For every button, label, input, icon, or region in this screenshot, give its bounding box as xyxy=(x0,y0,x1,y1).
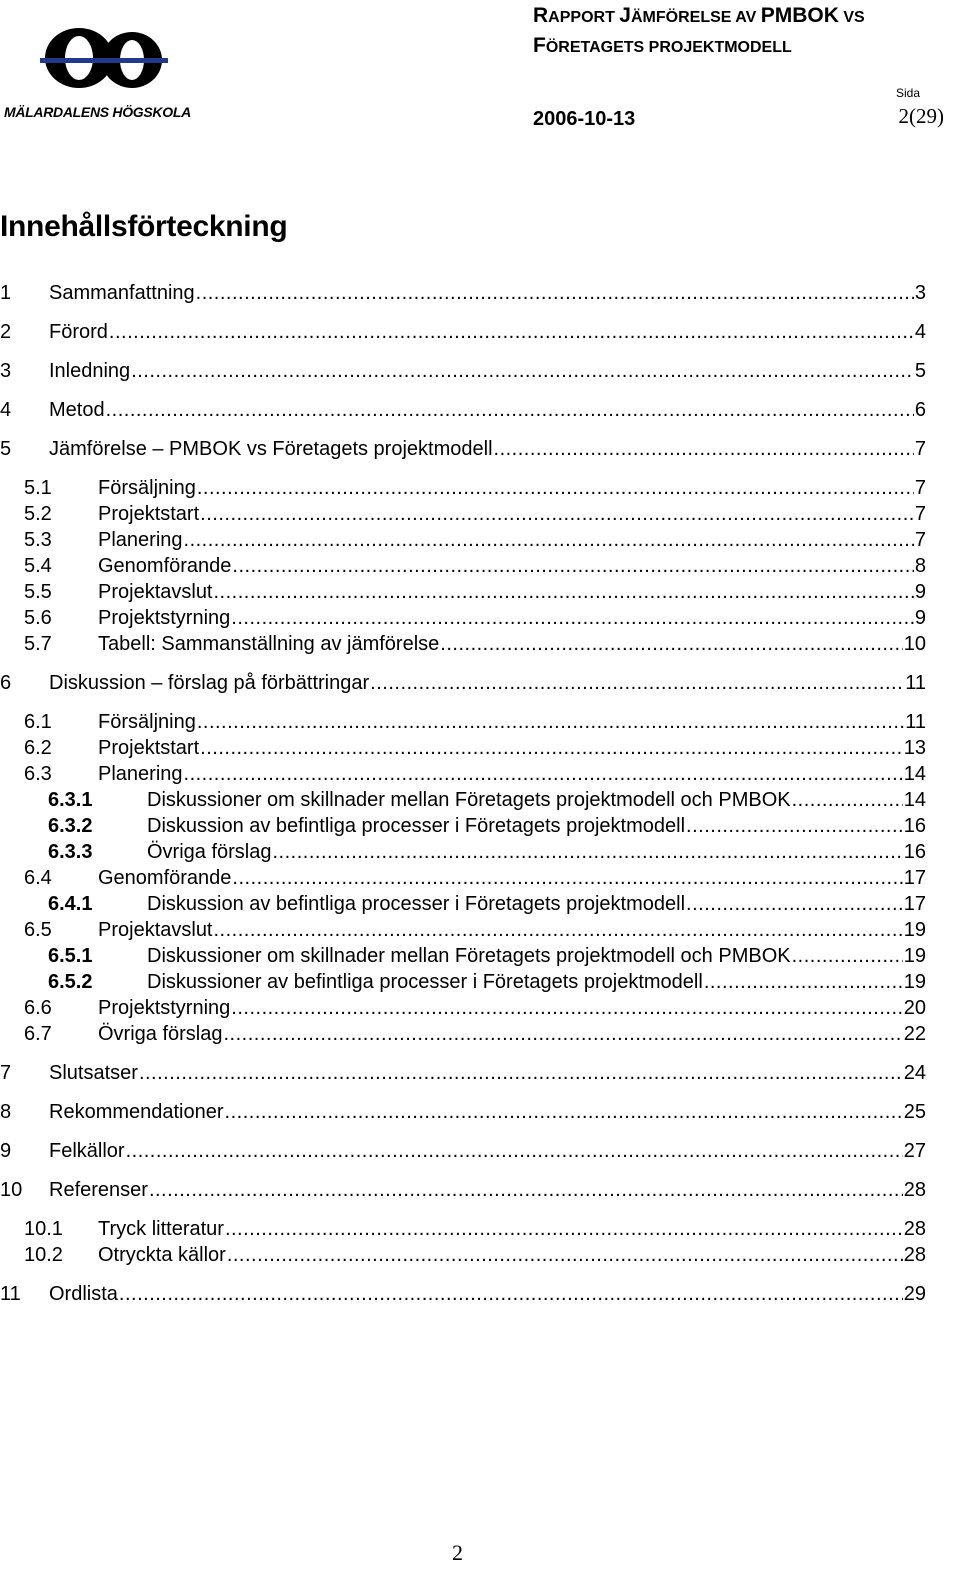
toc-entry[interactable] xyxy=(0,867,926,893)
toc-entry[interactable] xyxy=(0,438,926,464)
toc-dot-leader xyxy=(197,711,904,734)
toc-entry-page: 19 xyxy=(903,919,926,941)
toc-entry-title: Försäljning xyxy=(98,477,196,499)
toc-dot-leader xyxy=(704,971,903,994)
toc-entry-title: Genomförande xyxy=(98,555,232,577)
toc-entry-title: Tryck litteratur xyxy=(98,1218,224,1240)
toc-entry-page: 16 xyxy=(903,841,926,863)
toc-title: Innehållsförteckning xyxy=(0,210,288,243)
toc-entry[interactable] xyxy=(0,1179,926,1205)
footer-page-number: 2 xyxy=(452,1540,463,1565)
toc-entry-number: 10.2 xyxy=(24,1244,63,1266)
toc-entry-page: 3 xyxy=(914,282,926,304)
toc-entry-title: Otryckta källor xyxy=(98,1244,226,1266)
toc-dot-leader xyxy=(200,737,903,760)
toc-dot-leader xyxy=(184,763,903,786)
toc-entry-page: 9 xyxy=(914,607,926,629)
toc-entry-page: 28 xyxy=(903,1179,926,1201)
toc-entry[interactable] xyxy=(0,503,926,529)
toc-entry-title: Förord xyxy=(49,321,108,343)
toc-entry[interactable] xyxy=(0,581,926,607)
toc-dot-leader xyxy=(792,789,903,812)
toc-entry-page: 13 xyxy=(903,737,926,759)
toc-entry-number: 8 xyxy=(0,1101,12,1123)
toc-dot-leader xyxy=(792,945,903,968)
toc-entry-number: 6.4.1 xyxy=(48,893,93,915)
toc-entry-page: 17 xyxy=(903,867,926,889)
toc-dot-leader xyxy=(197,477,914,500)
toc-entry[interactable] xyxy=(0,282,926,308)
toc-entry-number: 1 xyxy=(0,282,12,304)
toc-entry-number: 6.2 xyxy=(24,737,52,759)
report-date: 2006-10-13 xyxy=(533,108,636,130)
toc-dot-leader xyxy=(214,919,903,942)
toc-entry[interactable] xyxy=(0,555,926,581)
toc-entry-number: 3 xyxy=(0,360,12,382)
toc-entry[interactable] xyxy=(0,1244,926,1270)
toc-entry-title: Övriga förslag xyxy=(147,841,272,863)
toc-dot-leader xyxy=(225,1101,903,1124)
toc-entry[interactable] xyxy=(0,945,926,971)
toc-entry[interactable] xyxy=(0,321,926,347)
toc-entry-title: Diskussioner om skillnader mellan Företagets projektmodell och PMBOK xyxy=(147,789,791,811)
toc-entry[interactable] xyxy=(0,971,926,997)
logo-text: MÄLARDALENS HÖGSKOLA xyxy=(4,104,191,120)
toc-dot-leader xyxy=(224,1023,903,1046)
toc-entry-page: 29 xyxy=(903,1283,926,1305)
toc-entry[interactable] xyxy=(0,893,926,919)
toc-entry-number: 5.1 xyxy=(24,477,52,499)
toc-entry-number: 6.5.1 xyxy=(48,945,93,967)
toc-entry-title: Projektstyrning xyxy=(98,997,231,1019)
toc-dot-leader xyxy=(126,1140,903,1163)
toc-entry-page: 19 xyxy=(903,945,926,967)
toc-dot-leader xyxy=(370,672,904,695)
toc-entry-number: 5.4 xyxy=(24,555,52,577)
toc-entry[interactable] xyxy=(0,1023,926,1049)
toc-entry-number: 10.1 xyxy=(24,1218,63,1240)
toc-entry-page: 16 xyxy=(903,815,926,837)
toc-entry-page: 27 xyxy=(903,1140,926,1162)
toc-dot-leader xyxy=(139,1062,903,1085)
toc-entry-title: Planering xyxy=(98,763,183,785)
toc-entry-number: 6 xyxy=(0,672,12,694)
toc-entry-page: 7 xyxy=(914,477,926,499)
toc-entry-page: 7 xyxy=(914,529,926,551)
toc-entry-title: Projektavslut xyxy=(98,919,213,941)
toc-entry-number: 9 xyxy=(0,1140,12,1162)
toc-entry-page: 7 xyxy=(914,503,926,525)
toc-entry[interactable] xyxy=(0,633,926,659)
toc-entry-title: Planering xyxy=(98,529,183,551)
toc-entry-page: 9 xyxy=(914,581,926,603)
toc-dot-leader xyxy=(225,1218,903,1241)
toc-dot-leader xyxy=(196,282,914,305)
toc-entry-number: 5.5 xyxy=(24,581,52,603)
toc-entry-title: Diskussion av befintliga processer i Företagets projektmodell xyxy=(147,815,686,837)
toc-entry-number: 6.6 xyxy=(24,997,52,1019)
toc-entry[interactable] xyxy=(0,919,926,945)
toc-entry-number: 5.7 xyxy=(24,633,52,655)
toc-entry-title: Ordlista xyxy=(49,1283,118,1305)
toc-entry-page: 5 xyxy=(914,360,926,382)
toc-entry-number: 5 xyxy=(0,438,12,460)
toc-entry-number: 7 xyxy=(0,1062,12,1084)
toc-entry[interactable] xyxy=(0,607,926,633)
toc-dot-leader xyxy=(131,360,914,383)
toc-entry-page: 10 xyxy=(903,633,926,655)
toc-entry-number: 2 xyxy=(0,321,12,343)
toc-dot-leader xyxy=(232,555,913,578)
toc-entry-page: 14 xyxy=(903,789,926,811)
toc-entry-title: Slutsatser xyxy=(49,1062,138,1084)
toc-entry-title: Tabell: Sammanställning av jämförelse xyxy=(98,633,440,655)
toc-entry-title: Projektstart xyxy=(98,737,200,759)
toc-entry-number: 10 xyxy=(0,1179,23,1201)
toc-entry[interactable] xyxy=(0,672,926,698)
toc-entry[interactable] xyxy=(0,763,926,789)
toc-entry[interactable] xyxy=(0,529,926,555)
toc-entry-title: Referenser xyxy=(49,1179,148,1201)
toc-entry-number: 5.3 xyxy=(24,529,52,551)
toc-entry-page: 7 xyxy=(914,438,926,460)
toc-entry-number: 4 xyxy=(0,399,12,421)
toc-entry-title: Projektstyrning xyxy=(98,607,231,629)
toc-entry-title: Inledning xyxy=(49,360,131,382)
toc-entry-page: 24 xyxy=(903,1062,926,1084)
toc-dot-leader xyxy=(686,893,903,916)
toc-entry-page: 6 xyxy=(914,399,926,421)
toc-entry-page: 22 xyxy=(903,1023,926,1045)
toc-entry-number: 11 xyxy=(0,1283,21,1305)
toc-entry-number: 6.5 xyxy=(24,919,52,941)
toc-entry-title: Projektavslut xyxy=(98,581,213,603)
toc-entry-title: Sammanfattning xyxy=(49,282,195,304)
toc-entry[interactable] xyxy=(0,1101,926,1127)
toc-dot-leader xyxy=(200,503,914,526)
toc-entry-number: 6.4 xyxy=(24,867,52,889)
toc-entry[interactable] xyxy=(0,1140,926,1166)
toc-entry-page: 28 xyxy=(903,1218,926,1240)
toc-entry-title: Diskussion av befintliga processer i Företagets projektmodell xyxy=(147,893,686,915)
toc-entry[interactable] xyxy=(0,360,926,386)
toc-entry-page: 4 xyxy=(914,321,926,343)
toc-dot-leader xyxy=(273,841,903,864)
toc-entry[interactable] xyxy=(0,477,926,503)
toc-entry[interactable] xyxy=(0,1218,926,1244)
toc-dot-leader xyxy=(184,529,914,552)
toc-entry[interactable] xyxy=(0,1062,926,1088)
toc-entry-number: 6.7 xyxy=(24,1023,52,1045)
toc-entry-page: 28 xyxy=(903,1244,926,1266)
toc-dot-leader xyxy=(232,867,902,890)
toc-entry-title: Diskussion – förslag på förbättringar xyxy=(49,672,370,694)
toc-entry[interactable] xyxy=(0,789,926,815)
toc-dot-leader xyxy=(227,1244,903,1267)
toc-entry-title: Rekommendationer xyxy=(49,1101,224,1123)
toc-entry[interactable] xyxy=(0,815,926,841)
toc-dot-leader xyxy=(149,1179,903,1202)
toc-dot-leader xyxy=(106,399,914,422)
toc-entry-title: Metod xyxy=(49,399,105,421)
toc-entry-title: Diskussioner av befintliga processer i Företagets projektmodell xyxy=(147,971,703,993)
toc-dot-leader xyxy=(109,321,914,344)
toc-entry-page: 19 xyxy=(903,971,926,993)
toc-entry-title: Försäljning xyxy=(98,711,196,733)
toc-entry-page: 17 xyxy=(903,893,926,915)
page-label: Sida xyxy=(896,86,921,100)
toc-entry-title: Felkällor xyxy=(49,1140,125,1162)
toc-dot-leader xyxy=(119,1283,903,1306)
toc-dot-leader xyxy=(214,581,914,604)
toc-entry[interactable] xyxy=(0,737,926,763)
toc-entry-page: 20 xyxy=(903,997,926,1019)
toc-entry-title: Jämförelse – PMBOK vs Företagets projektmodell xyxy=(49,438,493,460)
report-title: RAPPORT JÄMFÖRELSE AV PMBOK VS FÖRETAGETS PROJEKTMODELL xyxy=(533,4,865,57)
toc-entry-page: 11 xyxy=(905,711,926,733)
page-number: 2(29) xyxy=(898,104,944,128)
toc-entry-title: Övriga förslag xyxy=(98,1023,223,1045)
toc-entry[interactable] xyxy=(0,711,926,737)
toc-dot-leader xyxy=(231,607,914,630)
toc-entry-number: 6.3.1 xyxy=(48,789,93,811)
toc-entry-number: 6.3.3 xyxy=(48,841,93,863)
toc-dot-leader xyxy=(686,815,903,838)
toc-dot-leader xyxy=(494,438,914,461)
toc-entry[interactable] xyxy=(0,841,926,867)
toc-entry-page: 14 xyxy=(903,763,926,785)
toc-entry-page: 11 xyxy=(905,672,926,694)
toc-entry-number: 5.6 xyxy=(24,607,52,629)
toc-entry-number: 6.1 xyxy=(24,711,52,733)
toc-entry-number: 6.5.2 xyxy=(48,971,93,993)
toc-entry-number: 5.2 xyxy=(24,503,52,525)
toc-entry-title: Diskussioner om skillnader mellan Företagets projektmodell och PMBOK xyxy=(147,945,791,967)
toc-dot-leader xyxy=(231,997,902,1020)
toc-entry-page: 25 xyxy=(903,1101,926,1123)
toc-entry-number: 6.3 xyxy=(24,763,52,785)
toc-dot-leader xyxy=(440,633,902,656)
toc-entry-page: 8 xyxy=(914,555,926,577)
toc-entry[interactable] xyxy=(0,1283,926,1309)
table-of-contents xyxy=(0,282,926,1309)
toc-entry-title: Genomförande xyxy=(98,867,232,889)
toc-entry[interactable] xyxy=(0,399,926,425)
toc-entry-number: 6.3.2 xyxy=(48,815,93,837)
toc-entry-title: Projektstart xyxy=(98,503,200,525)
toc-entry[interactable] xyxy=(0,997,926,1023)
